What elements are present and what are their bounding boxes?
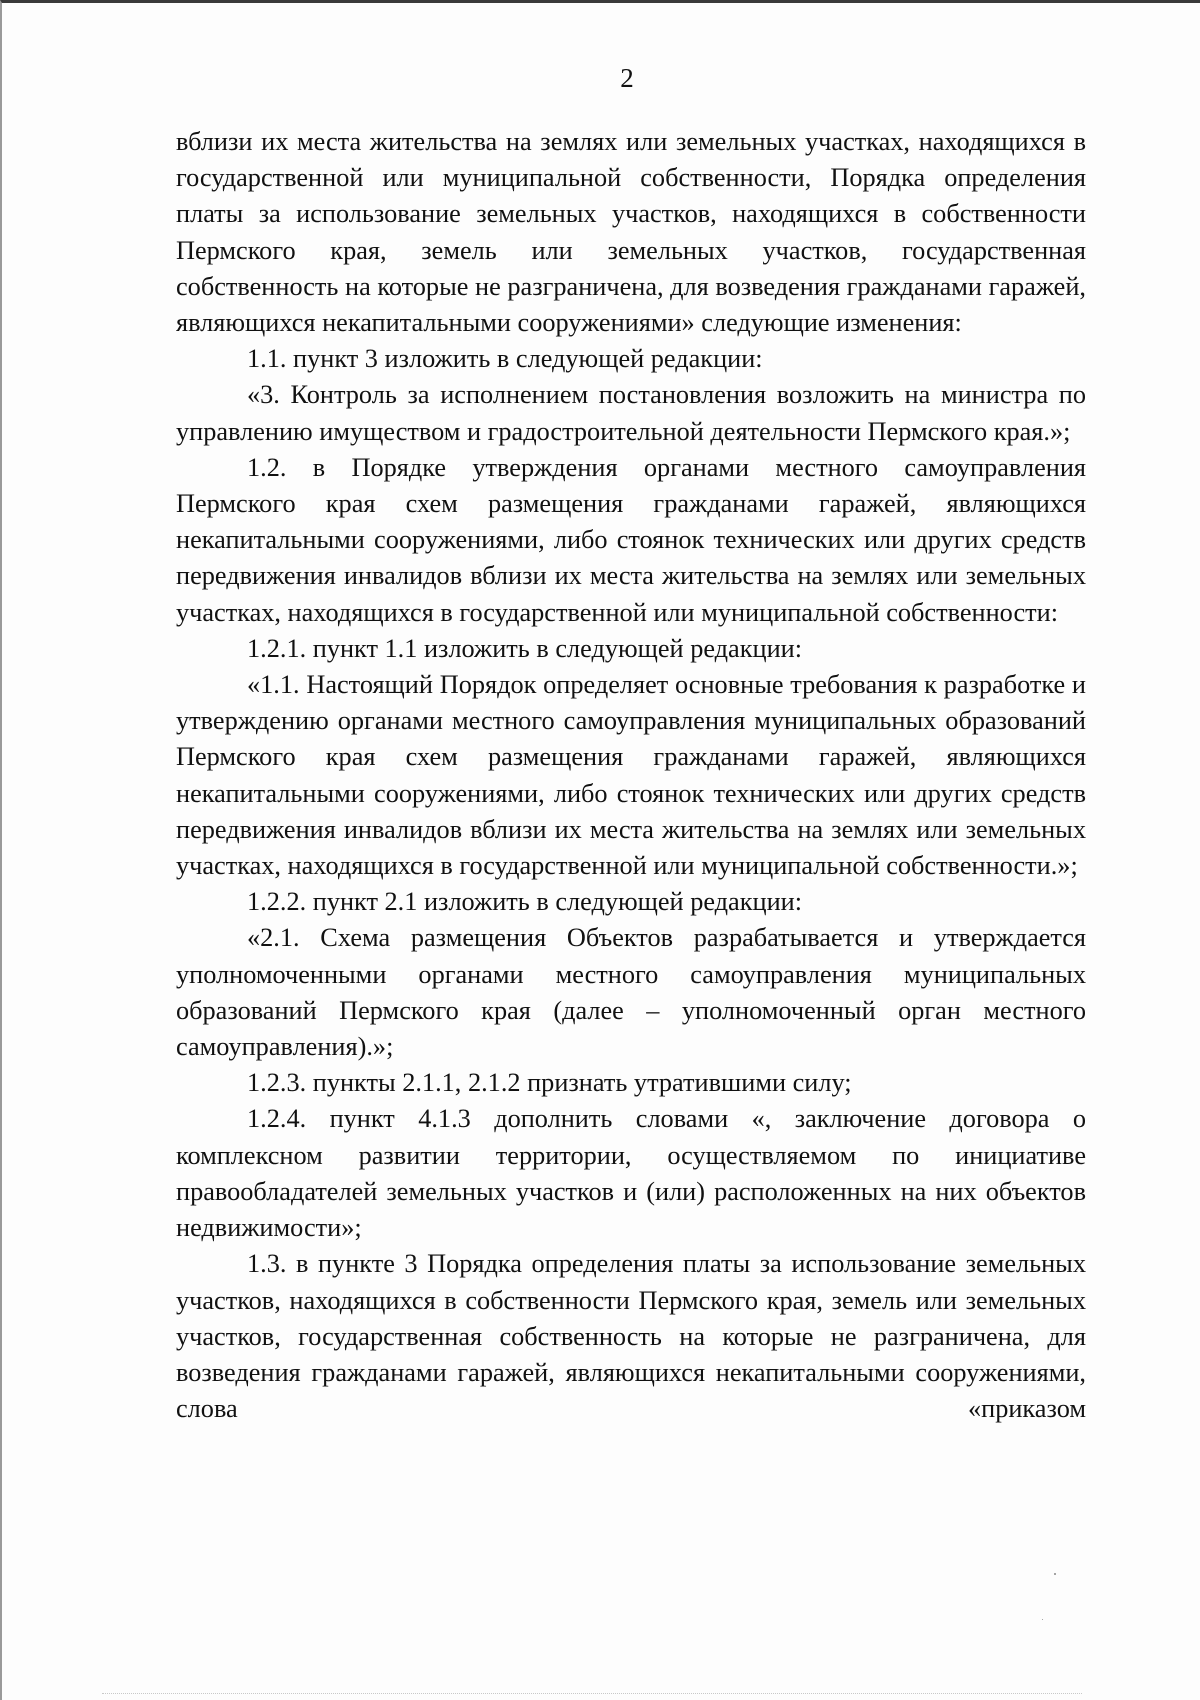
- paragraph-item-1-2-2: 1.2.2. пункт 2.1 изложить в следующей редакции:: [247, 887, 803, 917]
- paragraph-item-1-2-3: 1.2.3. пункты 2.1.1, 2.1.2 признать утратившими силу;: [247, 1068, 852, 1098]
- paragraph-continuation: вблизи их места жительства на землях или земельных участках, находящихся в государственной или муниципальной собственности, Порядка определения платы за использование земельных участков, находящихся в собственности Пермского края, земель или земельных участков, государственная собственность на которые не разграничена, для возведения гражданами гаражей, являющихся некапитальными сооружениями» следующие изменения:: [176, 127, 1086, 338]
- paragraph-item-1-3: 1.3. в пункте 3 Порядка определения платы за использование земельных участков, находящихся в собственности Пермского края, земель или земельных участков, государственная собственность на которые не разграничена, для возведения гражданами гаражей, являющихся некапитальными сооружениями, слова «приказом: [176, 1249, 1086, 1424]
- paragraph-quote-3: «3. Контроль за исполнением постановления возложить на министра по управлению имуществом и градостроительной деятельности Пермского края.»;: [176, 380, 1086, 446]
- scan-speck: [1054, 1573, 1056, 1575]
- scan-speck: [1042, 1619, 1043, 1620]
- paragraph-quote-2-1: «2.1. Схема размещения Объектов разрабатывается и утверждается уполномоченными органами местного самоуправления муниципальных образований Пермского края (далее – уполномоченный орган местного самоуправления).»;: [176, 923, 1086, 1062]
- paragraph-item-1-2-1: 1.2.1. пункт 1.1 изложить в следующей редакции:: [247, 633, 803, 663]
- page-number: 2: [620, 63, 634, 93]
- paragraph-item-1-1: 1.1. пункт 3 изложить в следующей редакции:: [247, 344, 763, 374]
- paragraph-quote-1-1: «1.1. Настоящий Порядок определяет основные требования к разработке и утверждению органами местного самоуправления муниципальных образований Пермского края схем размещения гражданами гаражей, являющихся некапитальными сооружениями, либо стоянок технических или других средств передвижения инвалидов вблизи их места жительства на землях или земельных участках, находящихся в государственной или муниципальной собственности.»;: [176, 670, 1086, 881]
- paragraph-item-1-2-4: 1.2.4. пункт 4.1.3 дополнить словами «, заключение договора о комплексном развитии территории, осуществляемом по инициативе правообладателей земельных участков и (или) расположенных на них объектов недвижимости»;: [176, 1104, 1086, 1243]
- document-body: [176, 124, 1086, 1427]
- scan-edge-noise: [102, 1692, 1082, 1694]
- paragraph-item-1-2: 1.2. в Порядке утверждения органами местного самоуправления Пермского края схем размещения гражданами гаражей, являющихся некапитальными сооружениями, либо стоянок технических или других средств передвижения инвалидов вблизи их места жительства на землях или земельных участках, находящихся в государственной или муниципальной собственности:: [176, 452, 1086, 627]
